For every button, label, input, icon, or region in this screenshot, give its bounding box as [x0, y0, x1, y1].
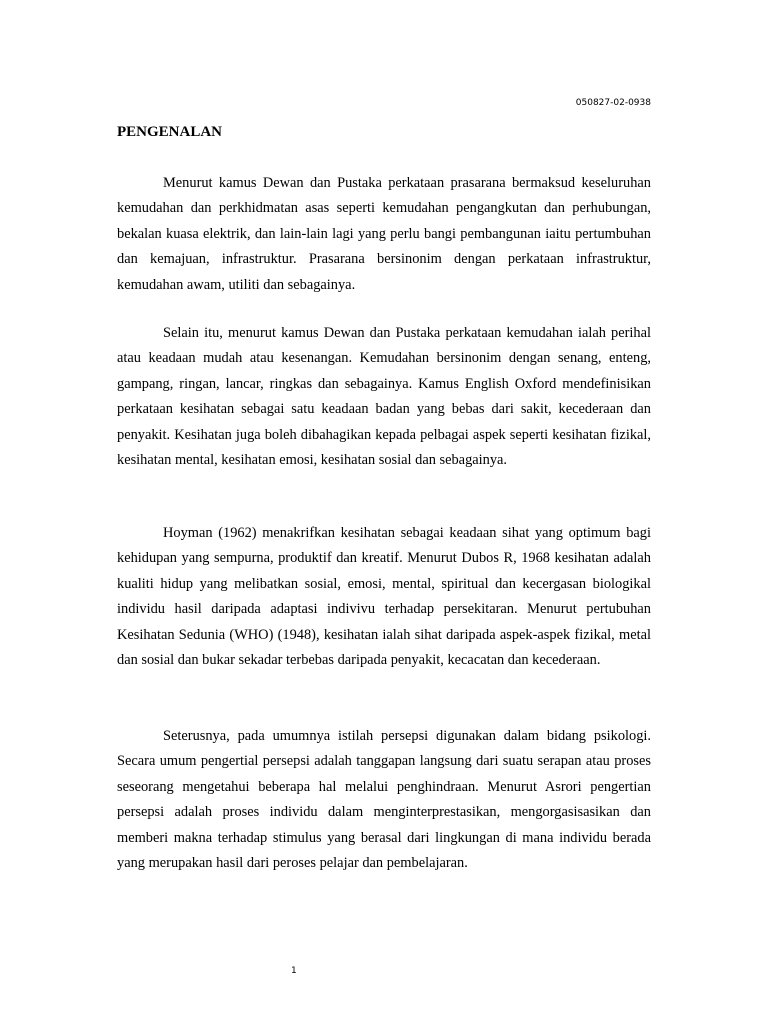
paragraph-4: Seterusnya, pada umumnya istilah persepsi digunakan dalam bidang psikologi. Secara umum pengertial persepsi adalah tanggapan langsung dari suatu serapan atau proses seseorang mengetahui beberapa hal melalui penghindraan. Menurut Asrori pengertian persepsi adalah proses individu dalam menginterprestasikan, mengorgasisasikan dan memberi makna terhadap stimulus yang berasal dari lingkungan di mana individu berada yang merupakan hasil dari peroses pelajar dan pembelajaran.: [117, 728, 651, 872]
section-heading: PENGENALAN: [117, 124, 223, 140]
document-code: 050827-02-0938: [575, 98, 651, 108]
paragraph-3: Hoyman (1962) menakrifkan kesihatan sebagai keadaan sihat yang optimum bagi kehidupan yang sempurna, produktif dan kreatif. Menurut Dubos R, 1968 kesihatan adalah kualiti hidup yang melibatkan sosial, emosi, mental, spiritual dan kecergasan biologikal individu hasil daripada adaptasi indivivu terhadap persekitaran. Menurut pertubuhan Kesihatan Sedunia (WHO) (1948), kesihatan ialah sihat daripada aspek-aspek fizikal, metal dan sosial dan bukar sekadar terbebas daripada penyakit, kecacatan dan kecederaan.: [117, 525, 651, 669]
paragraph-1: Menurut kamus Dewan dan Pustaka perkataan prasarana bermaksud keseluruhan kemudahan dan perkhidmatan asas seperti kemudahan pengangkutan dan perhubungan, bekalan kuasa elektrik, dan lain-lain lagi yang perlu bangi pembangunan iaitu pertumbuhan dan kemajuan, infrastruktur. Prasarana bersinonim dengan perkataan infrastruktur, kemudahan awam, utiliti dan sebagainya.: [117, 175, 651, 293]
paragraph-2: Selain itu, menurut kamus Dewan dan Pustaka perkataan kemudahan ialah perihal atau keadaan mudah atau kesenangan. Kemudahan bersinonim dengan senang, enteng, gampang, ringan, lancar, ringkas dan sebagainya. Kamus English Oxford mendefinisikan perkataan kesihatan sebagai satu keadaan badan yang bebas dari sakit, kecederaan dan penyakit. Kesihatan juga boleh dibahagikan kepada pelbagai aspek seperti kesihatan fizikal, kesihatan mental, kesihatan emosi, kesihatan sosial dan sebagainya.: [117, 325, 651, 469]
page-number: 1: [291, 966, 297, 976]
